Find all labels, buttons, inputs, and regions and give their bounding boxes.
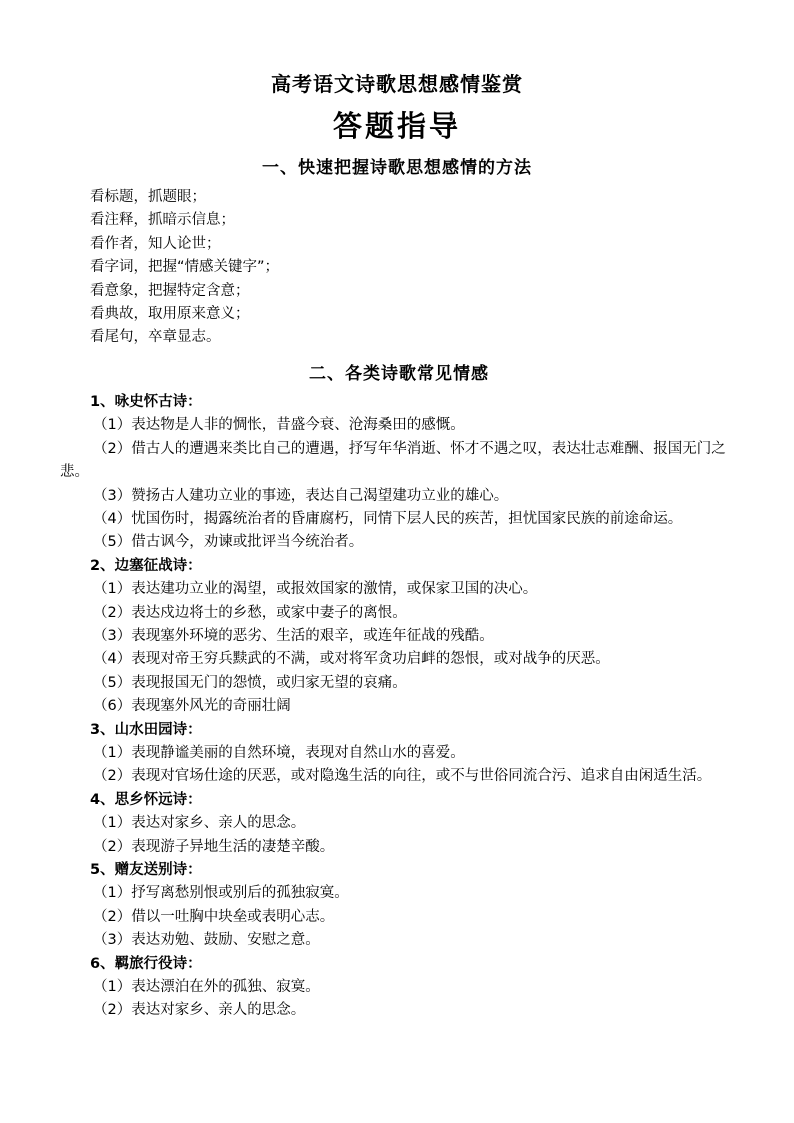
category-item: （5）借古讽今，劝谏或批评当今统治者。 bbox=[93, 534, 364, 551]
category-item: （1）抒写离愁别恨或别后的孤独寂寞。 bbox=[93, 885, 349, 902]
category-item: （1）表现静谧美丽的自然环境，表现对自然山水的喜爱。 bbox=[93, 745, 465, 762]
category-item: （3）表达劝勉、鼓励、安慰之意。 bbox=[93, 932, 320, 949]
method-item: 看字词，把握“情感关键字”； bbox=[90, 259, 280, 276]
category-item: （2）表现对官场仕途的厌恶，或对隐逸生活的向往，或不与世俗同流合污、追求自由闲适生活。 bbox=[93, 768, 712, 785]
category-item: （3）赞扬古人建功立业的事迹，表达自己渴望建功立业的雄心。 bbox=[93, 487, 509, 504]
categories-list bbox=[60, 391, 740, 1023]
category-title: 6、羁旅行役诗： bbox=[90, 955, 202, 972]
category-item: （4）表现对帝王穷兵黩武的不满，或对将军贪功启衅的怨恨，或对战争的厌恶。 bbox=[93, 651, 610, 668]
section2-heading bbox=[0, 359, 794, 384]
method-item: 看尾句，卒章显志。 bbox=[90, 329, 221, 346]
category-item: （2）表达戍边将士的乡愁，或家中妻子的离恨。 bbox=[93, 604, 407, 621]
category-item: （1）表达建功立业的渴望，或报效国家的激情，或保家卫国的决心。 bbox=[93, 581, 538, 598]
category-item: （2）借以一吐胸中块垒或表明心志。 bbox=[93, 908, 335, 925]
category-item: （2）表达对家乡、亲人的思念。 bbox=[93, 1002, 306, 1019]
category-item: （1）表达物是人非的惆怅，昔盛今衰、沧海桑田的感慨。 bbox=[93, 417, 465, 434]
sub-title: 答题指导 bbox=[332, 109, 461, 143]
category-item: （1）表达对家乡、亲人的思念。 bbox=[93, 815, 306, 832]
category-title: 2、边塞征战诗： bbox=[90, 557, 202, 574]
category-title: 1、咏史怀古诗： bbox=[90, 394, 202, 410]
category-item: （2）表现游子异地生活的凄楚辛酸。 bbox=[93, 838, 335, 855]
method-item: 看作者，知人论世； bbox=[90, 235, 221, 252]
category-title: 4、思乡怀远诗： bbox=[90, 791, 202, 808]
method-item: 看典故，取用原来意义； bbox=[90, 305, 250, 322]
category-item: （2）借古人的遭遇来类比自己的遭遇，抒写年华消逝、怀才不遇之叹，表达壮志难酬、报国无门之悲。 bbox=[60, 440, 726, 481]
main-title: 高考语文诗歌思想感情鉴赏 bbox=[271, 72, 523, 96]
category-item: （6）表现塞外风光的奇丽壮阔 bbox=[93, 698, 291, 715]
category-item: （1）表达漂泊在外的孤独、寂寞。 bbox=[93, 979, 320, 996]
method-item: 看标题，抓题眼； bbox=[90, 189, 206, 205]
section2-heading-text: 二、各类诗歌常见情感 bbox=[309, 364, 489, 384]
category-item: （3）表现塞外环境的恶劣、生活的艰辛，或连年征战的残酷。 bbox=[93, 628, 494, 645]
method-item: 看注释，抓暗示信息； bbox=[90, 212, 235, 229]
category-title: 3、山水田园诗： bbox=[90, 721, 202, 738]
methods-list bbox=[90, 186, 279, 350]
section1-heading: 一、快速把握诗歌思想感情的方法 bbox=[262, 158, 532, 178]
category-item: （4）忧国伤时，揭露统治者的昏庸腐朽，同情下层人民的疾苦，担忧国家民族的前途命运。 bbox=[93, 511, 683, 528]
method-item: 看意象，把握特定含意； bbox=[90, 282, 250, 299]
category-item: （5）表现报国无门的怨愤，或归家无望的哀痛。 bbox=[93, 674, 407, 691]
category-title: 5、赠友送别诗： bbox=[90, 862, 202, 879]
